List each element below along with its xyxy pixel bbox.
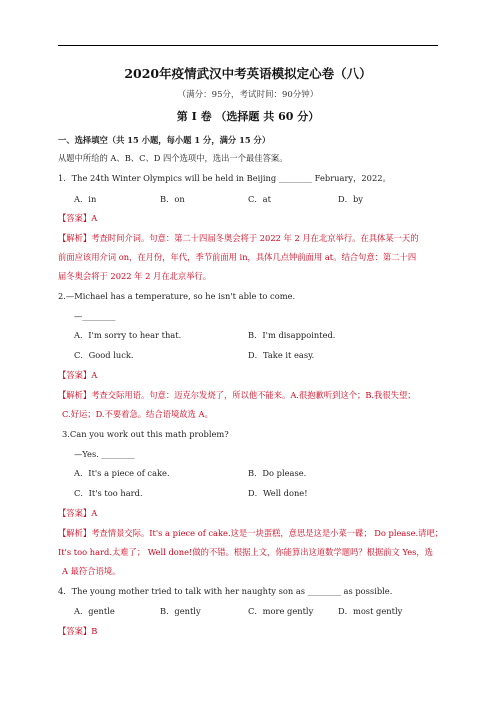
header-rule — [58, 45, 438, 46]
q2-option-d: D．Take it easy. — [248, 350, 315, 360]
q1-analysis-line: 前面应该用介词 on，在月份，年代，季节前面用 in，具体几点钟前面用 at。结合句意：第二十四 — [58, 252, 417, 262]
q1-option-b: B．on — [160, 194, 185, 204]
q3-option-c: C．It's too hard. — [74, 488, 143, 498]
question-2-stem: 2.—Michael has a temperature, so he isn't able to come. — [58, 291, 296, 301]
q1-answer: 【答案】A — [58, 213, 98, 223]
q2-answer: 【答案】A — [58, 370, 98, 380]
q3-analysis-line: A 最符合语境。 — [62, 566, 121, 576]
q4-option-a: A．gentle — [74, 606, 115, 616]
q1-analysis-line: 【解析】考查时间介词。句意：第二十四届冬奥会将于 2022 年 2 月在北京举行。在具体某一天的 — [58, 233, 419, 243]
q1-analysis-line: 届冬奥会将于 2022 年 2 月在北京举行。 — [58, 271, 212, 281]
q4-option-d: D．most gently — [338, 606, 403, 616]
q2-analysis-line: C.好运；D.不要着急。结合语境故选 A。 — [62, 409, 213, 419]
q2-analysis-line: 【解析】考查交际用语。句意：迈克尔发烧了，所以他不能来。A.很抱歉听到这个；B.我很失望； — [58, 390, 416, 400]
question-1-stem: 1．The 24th Winter Olympics will be held in Beijing ________ February，2022。 — [58, 173, 391, 183]
volume-heading: 第 I 卷 （选择题 共 60 分） — [176, 110, 320, 123]
q4-option-c: C．more gently — [248, 606, 314, 616]
q2-option-a: A．I'm sorry to hear that. — [74, 330, 182, 340]
page-title: 2020年疫情武汉中考英语模拟定心卷（八） — [124, 66, 372, 81]
question-3-stem: 3.Can you work out this math problem? — [62, 429, 229, 439]
q2-blank: —________ — [74, 311, 116, 321]
section-instruction: 从题中所给的 A、B、C、D 四个选项中，选出一个最佳答案。 — [58, 153, 288, 163]
q4-answer: 【答案】B — [58, 626, 98, 636]
q3-answer: 【答案】A — [58, 508, 98, 518]
question-4-stem: 4．The young mother tried to talk with her naughty son as ________ as possible. — [58, 586, 393, 596]
section-heading: 一、选择填空（共 15 小题，每小题 1 分，满分 15 分） — [58, 135, 271, 145]
page-subtitle: （满分：95分，考试时间：90分钟） — [177, 90, 319, 100]
q3-analysis-line: 【解析】考查情景交际。It's a piece of cake.这是一块蛋糕，意思是这是小菜一碟； Do please.请吧； — [58, 528, 444, 538]
q3-option-d: D．Well done! — [248, 488, 308, 498]
q1-option-c: C．at — [248, 194, 271, 204]
q1-option-d: D．by — [338, 194, 363, 204]
q3-analysis-line: It's too hard.太难了； Well done!做的不错。根据上文，你能算出这道数学题吗？根据前文 Yes，选 — [58, 547, 433, 557]
q2-option-c: C．Good luck. — [74, 350, 134, 360]
q3-option-a: A．It's a piece of cake. — [74, 468, 170, 478]
q1-option-a: A．in — [74, 194, 97, 204]
q3-blank: —Yes. ________ — [74, 449, 135, 459]
q3-option-b: B．Do please. — [248, 468, 307, 478]
q4-option-b: B．gently — [160, 606, 201, 616]
q2-option-b: B．I'm disappointed. — [248, 330, 336, 340]
